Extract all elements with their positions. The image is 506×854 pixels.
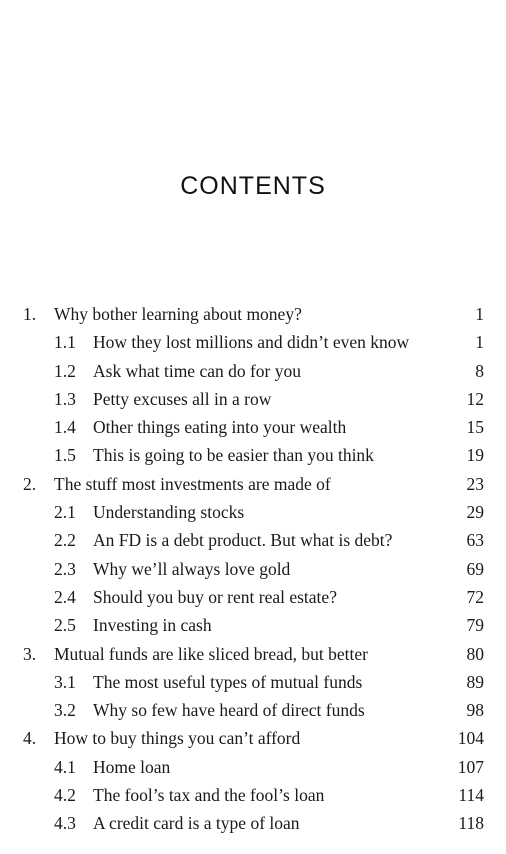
toc-title: Should you buy or rent real estate? xyxy=(93,586,337,607)
toc-page-number: 89 xyxy=(466,671,484,692)
toc-section xyxy=(0,583,506,611)
toc-chapter xyxy=(0,640,506,668)
toc-number: 4.2 xyxy=(54,785,76,806)
toc-title: This is going to be easier than you think xyxy=(93,445,374,466)
toc-number: 1. xyxy=(23,304,37,324)
toc-number: 1.1 xyxy=(54,332,76,353)
toc-page-number: 1 xyxy=(475,332,484,353)
toc-section xyxy=(0,441,506,469)
toc-title: An FD is a debt product. But what is debt? xyxy=(93,530,393,551)
toc-section xyxy=(0,781,506,809)
toc-page-number: 12 xyxy=(466,388,484,409)
toc-number: 4. xyxy=(23,728,37,749)
toc-section xyxy=(0,611,506,639)
toc-page-number: 118 xyxy=(458,813,484,834)
toc-chapter xyxy=(0,470,506,498)
toc-number: 3.1 xyxy=(54,671,76,692)
toc-number: 1.5 xyxy=(54,445,76,466)
toc-chapter xyxy=(0,300,506,328)
toc-number: 3.2 xyxy=(54,700,76,721)
toc-number: 4.1 xyxy=(54,756,76,777)
toc-number: 2.5 xyxy=(54,615,76,636)
toc-title: Why so few have heard of direct funds xyxy=(93,700,365,721)
toc-number: 2.1 xyxy=(54,502,76,523)
toc-title: Ask what time can do for you xyxy=(93,360,302,381)
toc-page-number: 114 xyxy=(458,785,484,806)
toc-page-number: 72 xyxy=(466,586,484,607)
toc-page-number: 107 xyxy=(457,756,484,777)
toc-number: 4.3 xyxy=(54,813,76,834)
toc-page-number: 63 xyxy=(466,530,484,551)
toc-section xyxy=(0,668,506,696)
toc-page-number: 23 xyxy=(466,473,484,494)
toc-number: 1.3 xyxy=(54,388,76,409)
toc-chapter xyxy=(0,724,506,752)
page-title: CONTENTS xyxy=(180,172,326,200)
toc-title: Why bother learning about money? xyxy=(54,304,302,324)
toc-section xyxy=(0,696,506,724)
toc-page-number: 79 xyxy=(466,615,484,636)
toc-section xyxy=(0,498,506,526)
toc-section xyxy=(0,809,506,837)
toc-number: 3. xyxy=(23,643,37,664)
toc-number: 2.2 xyxy=(54,530,76,551)
toc-section xyxy=(0,385,506,413)
toc-section xyxy=(0,413,506,441)
toc-page-number: 69 xyxy=(466,558,484,579)
toc-number: 1.4 xyxy=(54,417,76,438)
toc-page-number: 104 xyxy=(457,728,484,749)
toc-page-number: 19 xyxy=(466,445,484,466)
toc-section xyxy=(0,357,506,385)
toc-number: 2.3 xyxy=(54,558,76,579)
toc-page-number: 15 xyxy=(466,417,484,438)
toc-title: How they lost millions and didn’t even know xyxy=(93,332,410,353)
toc-page-number: 1 xyxy=(475,304,484,324)
toc-title: Home loan xyxy=(93,756,171,777)
toc-number: 2. xyxy=(23,473,37,494)
toc-title: The fool’s tax and the fool’s loan xyxy=(93,785,325,806)
toc-number: 1.2 xyxy=(54,360,76,381)
toc-section xyxy=(0,555,506,583)
toc-title: How to buy things you can’t afford xyxy=(54,728,301,749)
toc-title: Why we’ll always love gold xyxy=(93,558,291,579)
toc-title: Understanding stocks xyxy=(93,502,245,523)
toc-page-number: 98 xyxy=(466,700,484,721)
toc-page-number: 80 xyxy=(466,643,484,664)
toc-section xyxy=(0,753,506,781)
toc-title: Other things eating into your wealth xyxy=(93,417,347,438)
toc-section xyxy=(0,526,506,554)
toc-section xyxy=(0,328,506,356)
toc-page-number: 29 xyxy=(466,502,484,523)
toc-title: A credit card is a type of loan xyxy=(93,813,300,834)
toc-title: Petty excuses all in a row xyxy=(93,388,272,409)
toc-number: 2.4 xyxy=(54,586,76,607)
toc-title: Mutual funds are like sliced bread, but better xyxy=(54,643,368,664)
toc-title: The stuff most investments are made of xyxy=(54,473,331,494)
toc-title: Investing in cash xyxy=(93,615,212,636)
toc-page-number: 8 xyxy=(475,360,484,381)
table-of-contents xyxy=(0,300,506,838)
toc-title: The most useful types of mutual funds xyxy=(93,671,363,692)
